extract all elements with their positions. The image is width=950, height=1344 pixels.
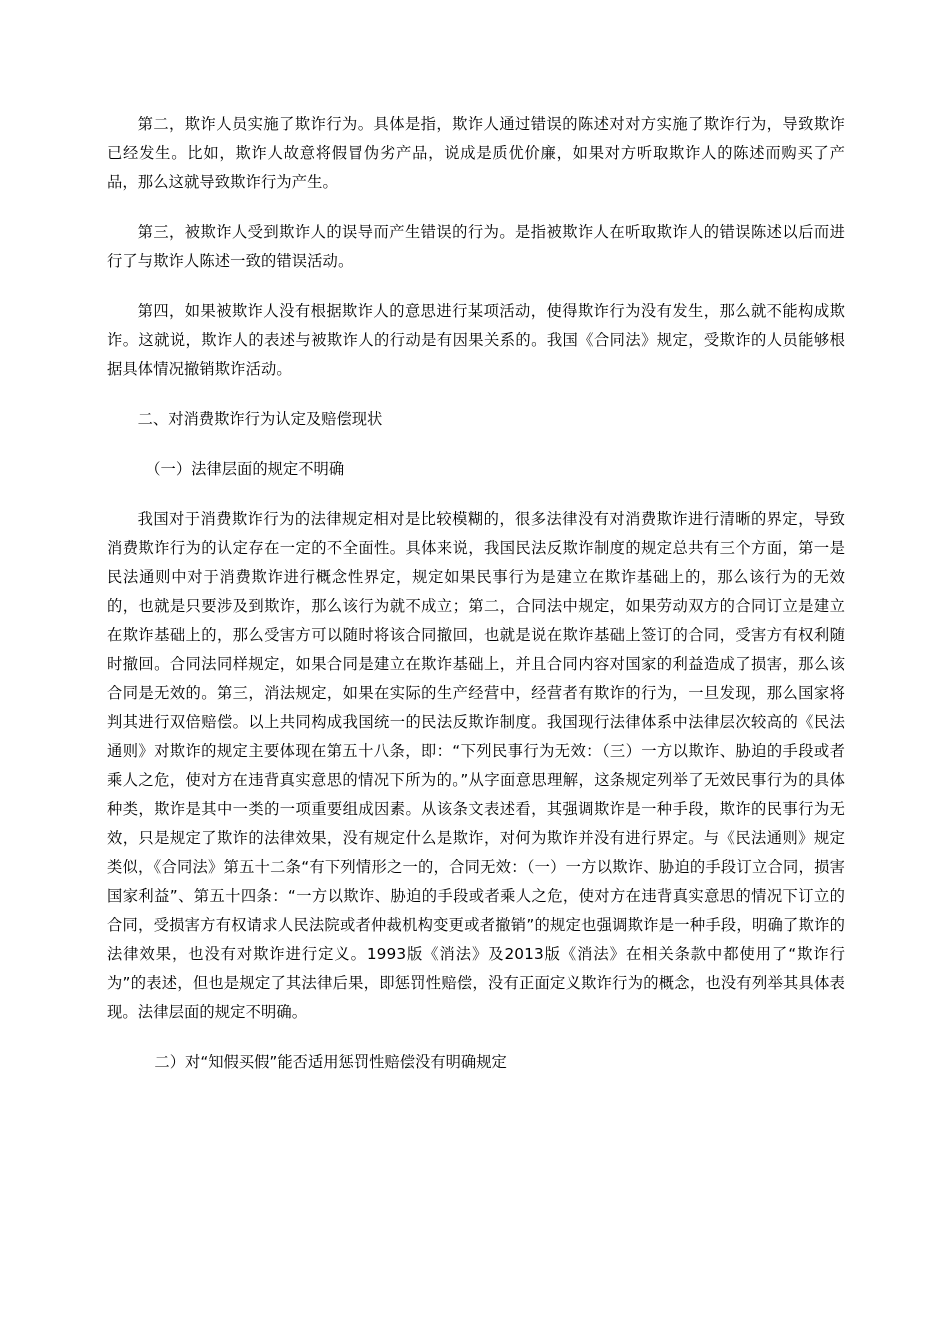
paragraph-third-point: 第三，被欺诈人受到欺诈人的误导而产生错误的行为。是指被欺诈人在听取欺诈人的错误陈述以后而进行了与欺诈人陈述一致的错误活动。 [107,223,845,270]
subsection-heading-2: 二）对“知假买假”能否适用惩罚性赔偿没有明确规定 [154,1053,507,1071]
document-body [107,110,845,1098]
paragraph-second-point: 第二，欺诈人员实施了欺诈行为。具体是指，欺诈人通过错误的陈述对对方实施了欺诈行为，导致欺诈已经发生。比如，欺诈人故意将假冒伪劣产品，说成是质优价廉，如果对方听取欺诈人的陈述而购买了产品，那么这就导致欺诈行为产生。 [107,115,845,191]
section-heading-2: 二、对消费欺诈行为认定及赔偿现状 [137,410,383,428]
paragraph-fourth-point: 第四，如果被欺诈人没有根据欺诈人的意思进行某项活动，使得欺诈行为没有发生，那么就不能构成欺诈。这就说，欺诈人的表述与被欺诈人的行动是有因果关系的。我国《合同法》规定，受欺诈的人员能够根据具体情况撤销欺诈活动。 [107,302,845,378]
subsection-heading-1: （一）法律层面的规定不明确 [145,460,345,478]
paragraph-legal-level: 我国对于消费欺诈行为的法律规定相对是比较模糊的，很多法律没有对消费欺诈进行清晰的界定，导致消费欺诈行为的认定存在一定的不全面性。具体来说，我国民法反欺诈制度的规定总共有三个方面，第一是民法通则中对于消费欺诈进行概念性界定，规定如果民事行为是建立在欺诈基础上的，那么该行为的无效的，也就是只要涉及到欺诈，那么该行为就不成立；第二，合同法中规定，如果劳动双方的合同订立是建立在欺诈基础上的，那么受害方可以随时将该合同撤回，也就是说在欺诈基础上签订的合同，受害方有权利随时撤回。合同法同样规定，如果合同是建立在欺诈基础上，并且合同内容对国家的利益造成了损害，那么该合同是无效的。第三，消法规定，如果在实际的生产经营中，经营者有欺诈的行为，一旦发现，那么国家将判其进行双倍赔偿。以上共同构成我国统一的民法反欺诈制度。我国现行法律体系中法律层次较高的《民法通则》对欺诈的规定主要体现在第五十八条，即：“下列民事行为无效：（三）一方以欺诈、胁迫的手段或者乘人之危，使对方在违背真实意思的情况下所为的。”从字面意思理解，这条规定列举了无效民事行为的具体种类，欺诈是其中一类的一项重要组成因素。从该条文表述看，其强调欺诈是一种手段，欺诈的民事行为无效，只是规定了欺诈的法律效果，没有规定什么是欺诈，对何为欺诈并没有进行界定。与《民法通则》规定类似，《合同法》第五十二条“有下列情形之一的，合同无效：（一）一方以欺诈、胁迫的手段订立合同，损害国家利益”、第五十四条：“一方以欺诈、胁迫的手段或者乘人之危，使对方在违背真实意思的情况下订立的合同，受损害方有权请求人民法院或者仲裁机构变更或者撤销”的规定也强调欺诈是一种手段，明确了欺诈的法律效果，也没有对欺诈进行定义。1993版《消法》及2013版《消法》在相关条款中都使用了“欺诈行为”的表述，但也是规定了其法律后果，即惩罚性赔偿，没有正面定义欺诈行为的概念，也没有列举其具体表现。法律层面的规定不明确。 [107,510,845,1021]
